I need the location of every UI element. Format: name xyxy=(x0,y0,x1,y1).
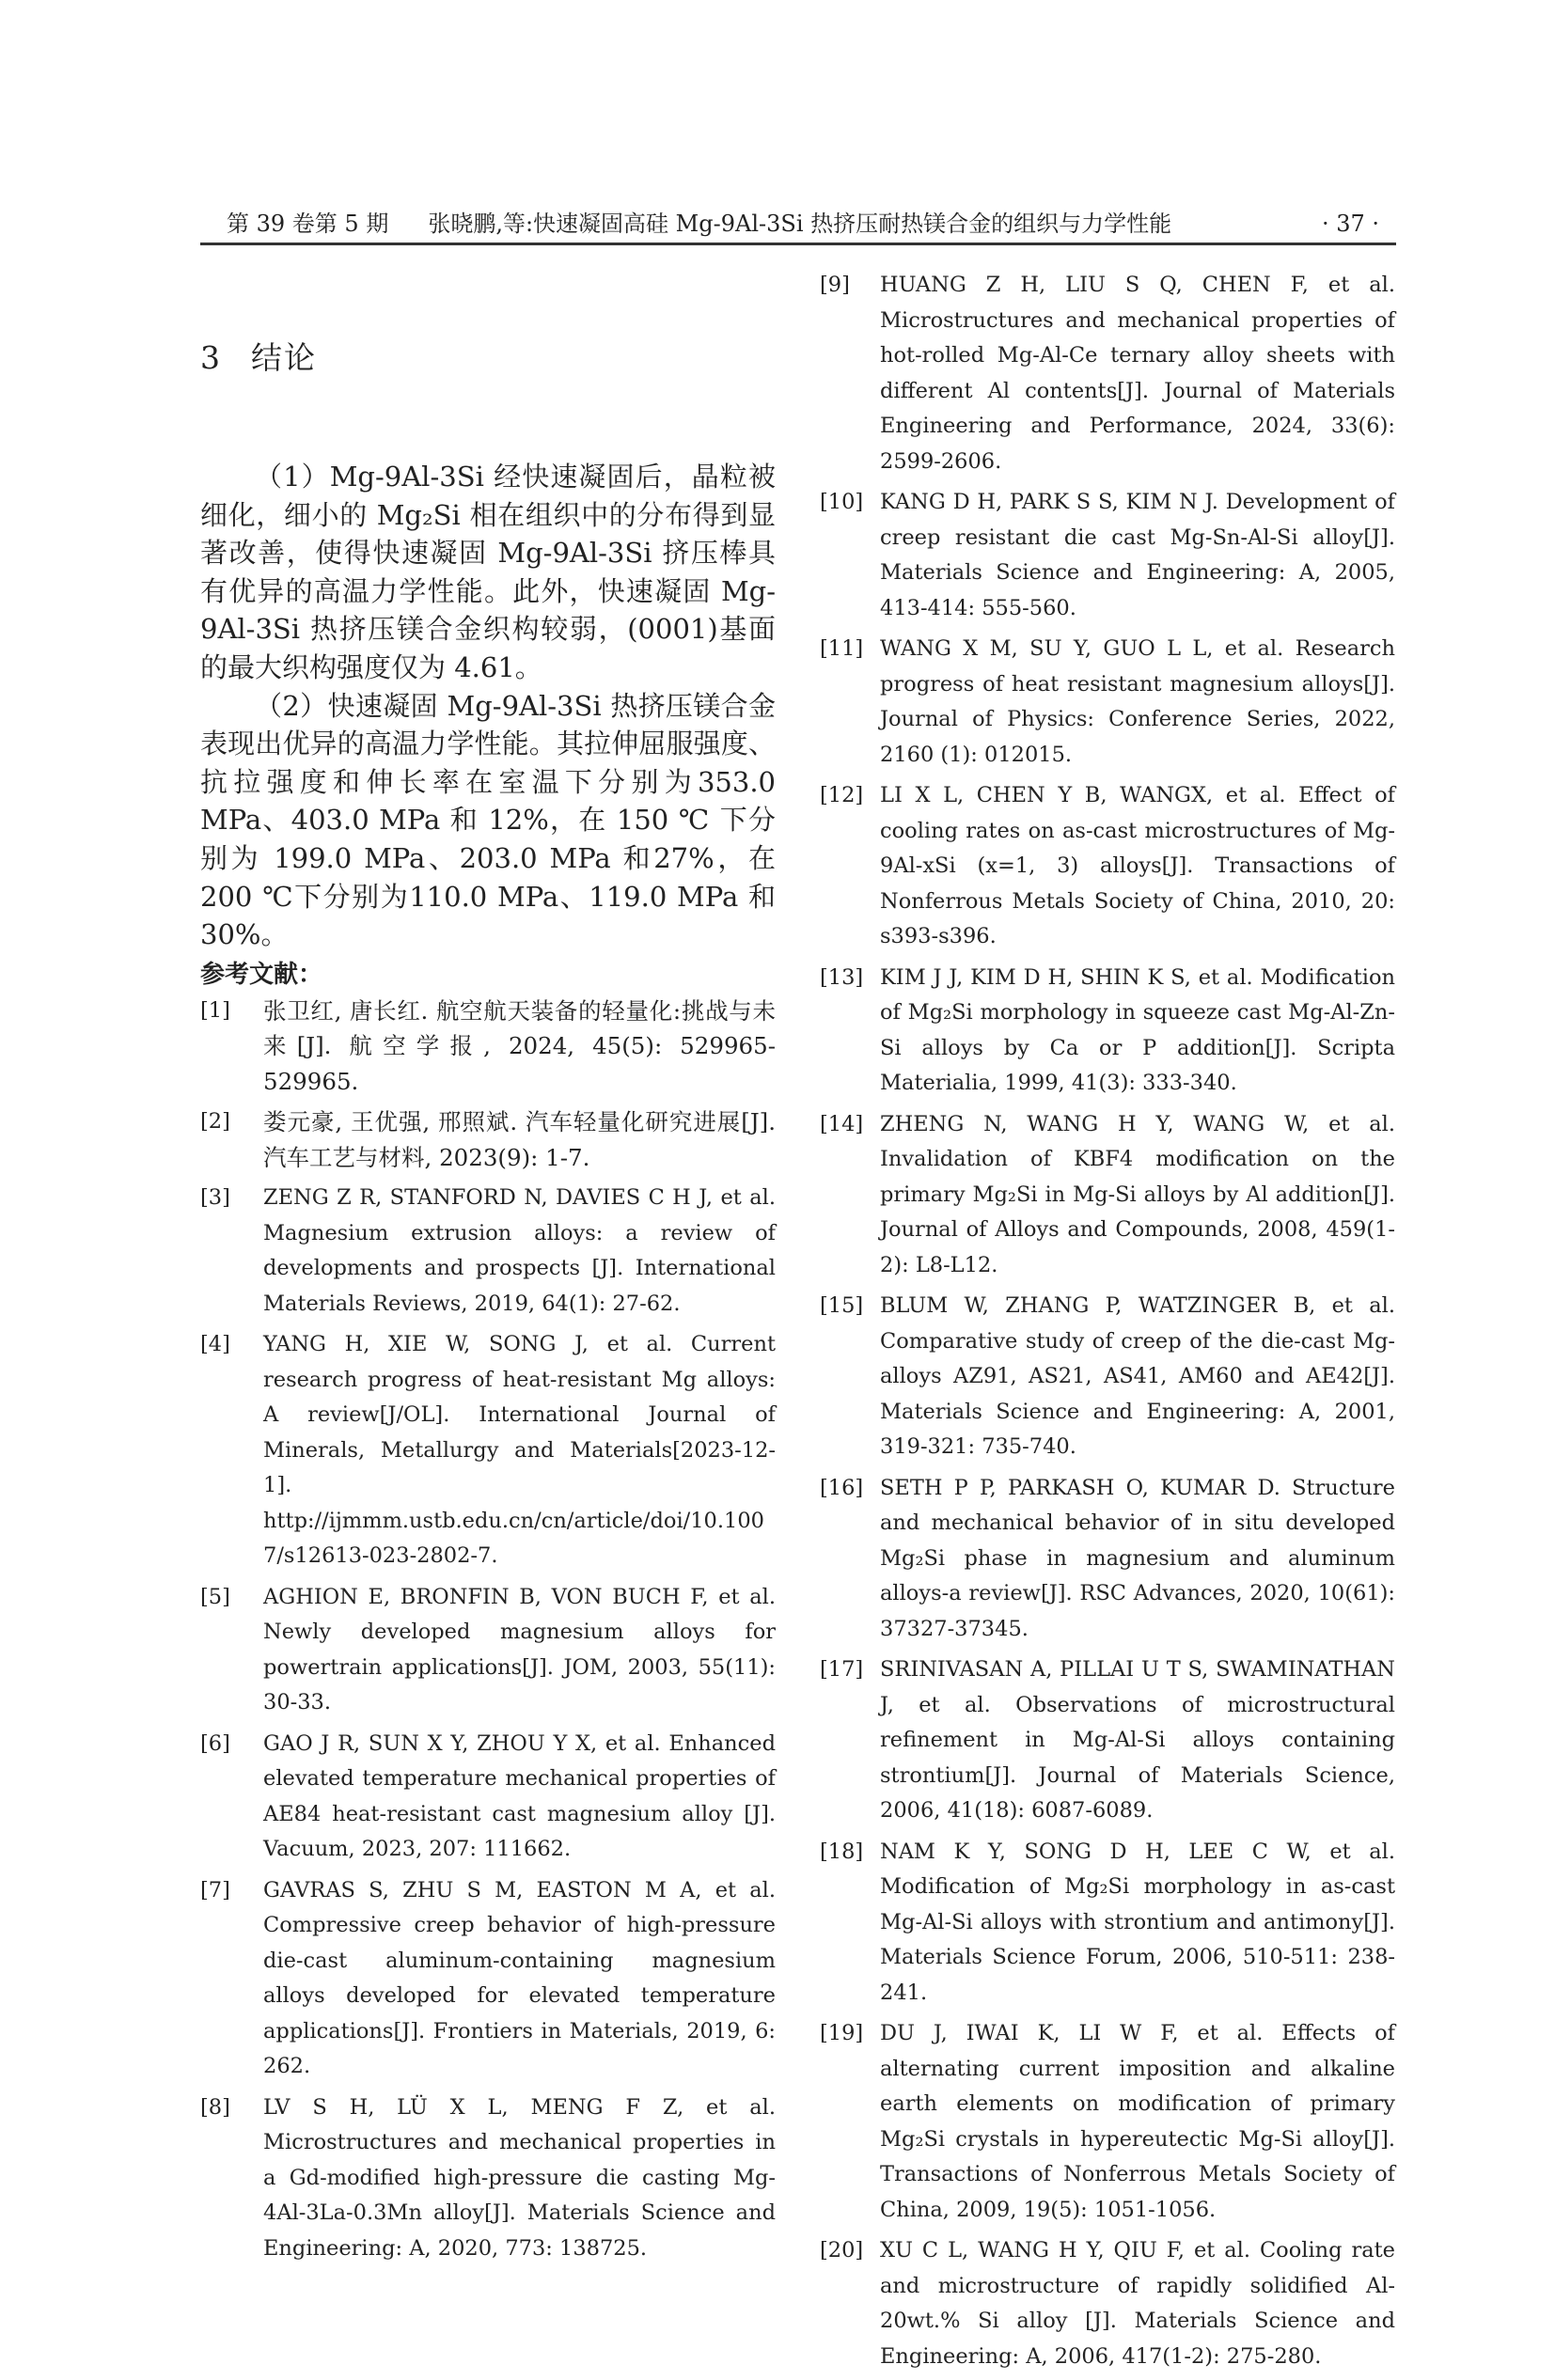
reference-item xyxy=(200,1873,776,2085)
reference-item xyxy=(820,485,1395,626)
reference-index: [14] xyxy=(820,1111,864,1136)
right-column xyxy=(820,268,1395,2380)
reference-text: GAVRAS S, ZHU S M, EASTON M A, et al. Compressive creep behavior of high-pressure die-cast aluminum-containing magnesium alloys developed for elevated temperature applications[J]. Frontiers in Materials, 2019, 6: 262. xyxy=(263,1877,776,2079)
reference-item xyxy=(200,1727,776,1868)
reference-text: KIM J J, KIM D H, SHIN K S, et al. Modification of Mg₂Si morphology in squeeze cast Mg-Al-Zn-Si alloys by Ca or P addition[J]. Scripta Materialia, 1999, 41(3): 333-340. xyxy=(880,964,1395,1095)
reference-item xyxy=(820,1289,1395,1465)
reference-item xyxy=(200,1181,776,1322)
reference-index: [4] xyxy=(200,1332,230,1357)
reference-item xyxy=(820,1471,1395,1648)
reference-index: [12] xyxy=(820,783,864,807)
reference-item xyxy=(200,1580,776,1721)
reference-text: GAO J R, SUN X Y, ZHOU Y X, et al. Enhanced elevated temperature mechanical properties of AE84 heat-resistant cast magnesium alloy [J]. Vacuum, 2023, 207: 111662. xyxy=(263,1730,776,1862)
reference-text: LI X L, CHEN Y B, WANGX, et al. Effect of cooling rates on as-cast microstructures of Mg-9Al-xSi (x=1, 3) alloys[J]. Transactions of Nonferrous Metals Society of China, 2010, 20: s393-s396. xyxy=(880,783,1395,948)
reference-index: [11] xyxy=(820,636,864,661)
reference-text: AGHION E, BRONFIN B, VON BUCH F, et al. Newly developed magnesium alloys for powertrain applications[J]. JOM, 2003, 55(11): 30-33. xyxy=(263,1584,776,1715)
conclusion-paragraph-2: （2）快速凝固 Mg-9Al-3Si 热挤压镁合金表现出优异的高温力学性能。其拉伸屈服强度、抗拉强度和伸长率在室温下分别为353.0 MPa、403.0 MPa 和 12%，在 150 ℃ 下分别为 199.0 MPa、203.0 MPa 和27%，在200 ℃下分别为110.0 MPa、119.0 MPa 和 30%。 xyxy=(200,689,776,951)
header-rule xyxy=(200,243,1396,245)
reference-text: LV S H, LÜ X L, MENG F Z, et al. Microstructures and mechanical properties in a Gd-modified high-pressure die casting Mg-4Al-3La-0.3Mn alloy[J]. Materials Science and Engineering: A, 2020, 773: 138725. xyxy=(263,2094,776,2261)
reference-item xyxy=(820,1107,1395,1284)
reference-item xyxy=(200,2090,776,2267)
reference-index: [16] xyxy=(820,1475,864,1500)
reference-index: [1] xyxy=(200,997,230,1023)
reference-index: [7] xyxy=(200,1877,230,1902)
reference-text: NAM K Y, SONG D H, LEE C W, et al. Modification of Mg₂Si morphology in as-cast Mg-Al-Si alloys with strontium and antimony[J]. Materials Science Forum, 2006, 510-511: 238-241. xyxy=(880,1839,1395,2005)
reference-item xyxy=(200,994,776,1100)
reference-item xyxy=(820,961,1395,1102)
reference-index: [15] xyxy=(820,1293,864,1318)
reference-index: [17] xyxy=(820,1657,864,1682)
reference-index: [9] xyxy=(820,273,850,297)
reference-index: [8] xyxy=(200,2094,230,2120)
reference-text: 娄元豪, 王优强, 邢照斌. 汽车轻量化研究进展[J]. 汽车工艺与材料, 2023(9): 1-7. xyxy=(263,1108,776,1171)
reference-text: ZHENG N, WANG H Y, WANG W, et al. Invalidation of KBF4 modification on the primary Mg₂Si in Mg-Si alloys by Al addition[J]. Journal of Alloys and Compounds, 2008, 459(1-2): L8-L12. xyxy=(880,1111,1395,1277)
reference-index: [13] xyxy=(820,964,864,990)
section-title: 结论 xyxy=(251,339,317,376)
page-number: · 37 · xyxy=(1321,211,1379,237)
reference-text: HUANG Z H, LIU S Q, CHEN F, et al. Microstructures and mechanical properties of hot-rolled Mg-Al-Ce ternary alloy sheets with different Al contents[J]. Journal of Materials Engineering and Performance, 2024, 33(6): 2599-2606. xyxy=(880,273,1395,474)
reference-text: ZENG Z R, STANFORD N, DAVIES C H J, et al. Magnesium extrusion alloys: a review of developments and prospects [J]. International Materials Reviews, 2019, 64(1): 27-62. xyxy=(263,1185,776,1316)
running-title: 张晓鹏,等:快速凝固高硅 Mg-9Al-3Si 热挤压耐热镁合金的组织与力学性能 xyxy=(428,211,1172,237)
conclusion-paragraph-1: （1）Mg-9Al-3Si 经快速凝固后，晶粒被细化，细小的 Mg₂Si 相在组织中的分布得到显著改善，使得快速凝固 Mg-9Al-3Si 挤压棒具有优异的高温力学性能。此外，快速凝固 Mg-9Al-3Si 热挤压镁合金织构较弱，(0001)基面的最大织构强度仅为 4.61。 xyxy=(200,461,776,683)
reference-index: [19] xyxy=(820,2021,864,2045)
reference-text: 张卫红, 唐长红. 航空航天装备的轻量化:挑战与未来[J]. 航空学报, 2024, 45(5): 529965-529965. xyxy=(263,996,776,1095)
reference-item xyxy=(820,2233,1395,2374)
reference-index: [2] xyxy=(200,1109,230,1135)
header-left xyxy=(227,205,1171,243)
reference-item xyxy=(200,1327,776,1574)
reference-item xyxy=(820,778,1395,955)
reference-index: [5] xyxy=(200,1584,230,1609)
reference-item xyxy=(820,632,1395,773)
reference-text: YANG H, XIE W, SONG J, et al. Current research progress of heat-resistant Mg alloys: A review[J/OL]. International Journal of Minerals, Metallurgy and Materials[2023-12-1]. http://ijmmm.ustb.edu.cn/cn/article/doi/10.1007/s12613-023-2802-7. xyxy=(263,1332,776,1569)
left-column xyxy=(200,268,776,2272)
reference-index: [18] xyxy=(820,1839,864,1864)
section-number: 3 xyxy=(200,339,222,376)
reference-text: XU C L, WANG H Y, QIU F, et al. Cooling rate and microstructure of rapidly solidified Al-20wt.% Si alloy [J]. Materials Science and Engineering: A, 2006, 417(1-2): 275-280. xyxy=(880,2238,1395,2369)
journal-issue: 第 39 卷第 5 期 xyxy=(227,211,389,237)
reference-text: DU J, IWAI K, LI W F, et al. Effects of alternating current imposition and alkaline earth elements on modification of primary Mg₂Si crystals in hypereutectic Mg-Si alloy[J]. Transactions of Nonferrous Metals Society of China, 2009, 19(5): 1051-1056. xyxy=(880,2021,1395,2222)
reference-text: SETH P P, PARKASH O, KUMAR D. Structure and mechanical behavior of in situ developed Mg₂Si phase in magnesium and aluminum alloys-a review[J]. RSC Advances, 2020, 10(61): 37327-37345. xyxy=(880,1475,1395,1641)
section-heading xyxy=(200,334,776,381)
reference-item xyxy=(820,268,1395,479)
reference-index: [10] xyxy=(820,490,864,514)
reference-item xyxy=(820,1652,1395,1829)
reference-index: [6] xyxy=(200,1730,230,1756)
reference-text: SRINIVASAN A, PILLAI U T S, SWAMINATHAN J, et al. Observations of microstructural refinement in Mg-Al-Si alloys containing strontium[J]. Journal of Materials Science, 2006, 41(18): 6087-6089. xyxy=(880,1657,1395,1823)
reference-text: WANG X M, SU Y, GUO L L, et al. Research progress of heat resistant magnesium alloys[J]. Journal of Physics: Conference Series, 2022, 2160 (1): 012015. xyxy=(880,636,1395,767)
reference-item xyxy=(820,1835,1395,2012)
reference-index: [3] xyxy=(200,1185,230,1211)
reference-index: [20] xyxy=(820,2238,864,2263)
reference-item xyxy=(820,2016,1395,2228)
reference-text: BLUM W, ZHANG P, WATZINGER B, et al. Comparative study of creep of the die-cast Mg-alloys AZ91, AS21, AS41, AM60 and AE42[J]. Materials Science and Engineering: A, 2001, 319-321: 735-740. xyxy=(880,1293,1395,1459)
running-header xyxy=(200,205,1396,246)
reference-text: KANG D H, PARK S S, KIM N J. Development of creep resistant die cast Mg-Sn-Al-Si alloy[J]. Materials Science and Engineering: A, 2005, 413-414: 555-560. xyxy=(880,490,1395,620)
reference-item xyxy=(200,1104,776,1175)
references-heading: 参考文献： xyxy=(200,960,323,989)
